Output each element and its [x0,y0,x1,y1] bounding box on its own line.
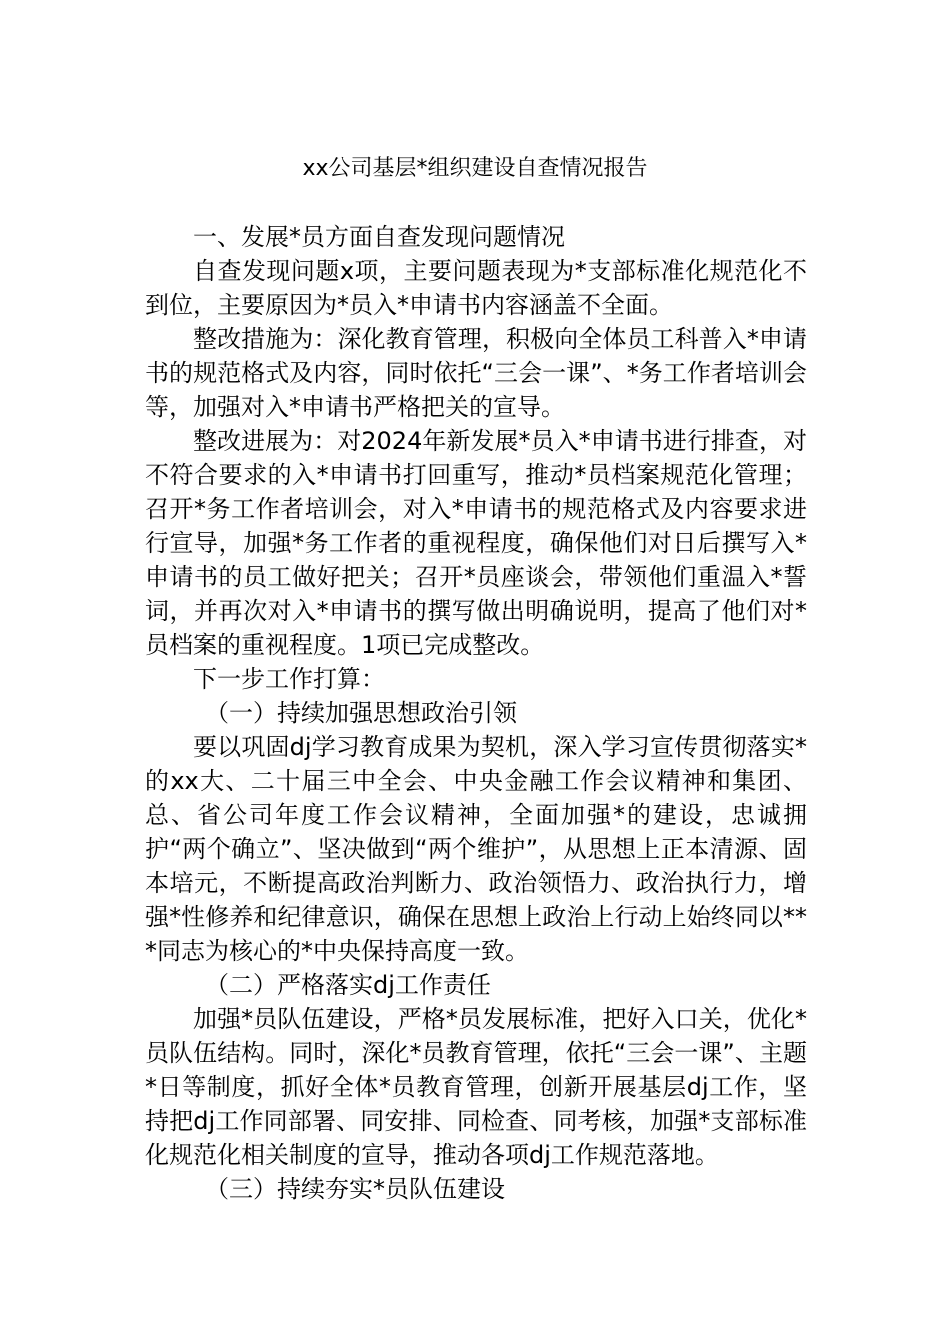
document-title: xx公司基层*组织建设自查情况报告 [302,156,648,181]
body-paragraph: 加强*员队伍建设，严格*员发展标准，把好入口关，优化*员队伍结构。同时，深化*员教育管理，依托“三会一课”、主题*日等制度，抓好全体*员教育管理，创新开展基层dj工作，坚持把dj工作同部署、同安排、同检查、同考核，加强*支部标准化规范化相关制度的宣导，推动各项dj工作规范落地。 [145,1005,807,1169]
body-paragraph: 要以巩固dj学习教育成果为契机，深入学习宣传贯彻落实*的xx大、二十届三中全会、中央金融工作会议精神和集团、总、省公司年度工作会议精神，全面加强*的建设，忠诚拥护“两个确立”、坚决做到“两个维护”，从思想上正本清源、固本培元，不断提高政治判断力、政治领悟力、政治执行力，增强*性修养和纪律意识，确保在思想上政治上行动上始终同以***同志为核心的*中央保持高度一致。 [145,733,807,965]
subsection-heading: （三）持续夯实*员队伍建设 [205,1175,505,1203]
section-heading: 一、发展*员方面自查发现问题情况 [193,223,565,251]
body-paragraph: 自查发现问题x项，主要问题表现为*支部标准化规范化不到位，主要原因为*员入*申请书内容涵盖不全面。 [145,257,807,319]
document-body [145,220,807,1206]
body-paragraph: 整改措施为：深化教育管理，积极向全体员工科普入*申请书的规范格式及内容，同时依托“三会一课”、*务工作者培训会等，加强对入*申请书严格把关的宣导。 [145,325,807,421]
body-paragraph: 整改进展为：对2024年新发展*员入*申请书进行排查，对不符合要求的入*申请书打回重写，推动*员档案规范化管理；召开*务工作者培训会，对入*申请书的规范格式及内容要求进行宣导，加强*务工作者的重视程度，确保他们对日后撰写入*申请书的员工做好把关；召开*员座谈会，带领他们重温入*誓词，并再次对入*申请书的撰写做出明确说明，提高了他们对*员档案的重视程度。1项已完成整改。 [145,427,807,659]
subsection-heading: （二）严格落实dj工作责任 [205,971,491,999]
subsection-heading: （一）持续加强思想政治引领 [205,699,517,727]
body-paragraph: 下一步工作打算： [193,665,385,693]
